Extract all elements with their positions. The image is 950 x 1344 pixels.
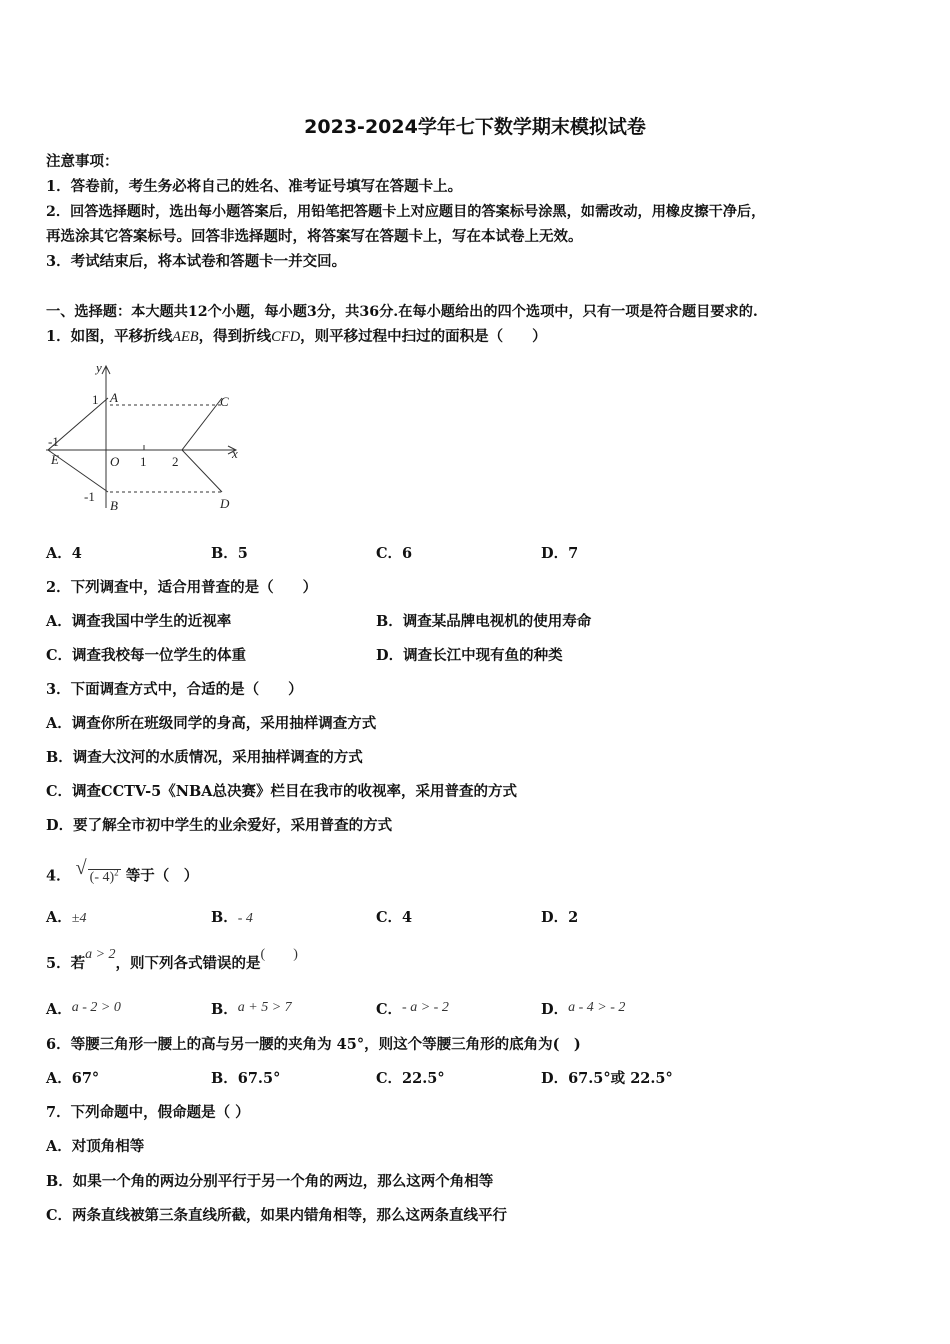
q4-option-c[interactable]: C．4: [376, 909, 413, 926]
q5-paren: ( ): [260, 947, 298, 962]
q4-option-d-value: 2: [568, 909, 579, 926]
notice-item-1: 1．答卷前，考生务必将自己的姓名、准考证号填写在答题卡上。: [46, 178, 463, 195]
q4-option-c-value: 4: [402, 909, 413, 926]
q1-option-d[interactable]: D．7: [541, 545, 579, 562]
q1-mid: ，得到折线: [198, 328, 272, 345]
tick-label-neg-one-y: -1: [84, 489, 95, 504]
q4-option-a[interactable]: A．±4: [46, 909, 87, 926]
question-4-stem: [46, 857, 199, 888]
question-2-stem: 2．下列调查中，适合用普查的是（ ）: [46, 579, 318, 596]
notice-item-3: 3．考试结束后，将本试卷和答题卡一并交回。: [46, 253, 347, 270]
q6-option-d[interactable]: D．67.5°或 22.5°: [541, 1070, 673, 1087]
notice-item-2: 2．回答选择题时，选出每小题答案后，用铅笔把答题卡上对应题目的答案标号涂黑，如需改动，用橡皮擦干净后，: [46, 204, 766, 220]
label-c: C: [220, 394, 229, 409]
question-1-stem: [46, 327, 547, 347]
q1-suffix: ，则平移过程中扫过的面积是（ ）: [300, 328, 547, 345]
q5-option-a-value: a - 2 > 0: [71, 1000, 121, 1015]
q5-prefix: 5．若: [46, 955, 86, 972]
label-d: D: [220, 496, 230, 511]
q5-condition: a > 2: [85, 947, 116, 962]
q5-option-b-value: a + 5 > 7: [237, 1000, 292, 1015]
q4-number: 4．: [46, 867, 71, 885]
notice-item-2-cont: 再选涂其它答案标号。回答非选择题时，将答案写在答题卡上，写在本试卷上无效。: [46, 228, 583, 245]
q2-option-c[interactable]: C．调查我校每一位学生的体重: [46, 647, 247, 664]
q5-option-b[interactable]: B．a + 5 > 7: [211, 1000, 292, 1018]
q1-option-b[interactable]: B．5: [211, 545, 248, 562]
q5-option-d[interactable]: D．a - 4 > - 2: [541, 1000, 626, 1018]
polyline-cfd: [182, 398, 222, 492]
q1-option-c[interactable]: C．6: [376, 545, 413, 562]
q4-sqrt-expression: [75, 857, 121, 888]
tick-label-neg-one-x: -1: [48, 434, 59, 449]
q4-radicand: (- 4): [89, 869, 115, 885]
q5-suffix: ，则下列各式错误的是: [115, 955, 261, 972]
q5-option-c[interactable]: C．- a > - 2: [376, 1000, 449, 1018]
question-7-stem: 7．下列命题中，假命题是（ ）: [46, 1104, 250, 1121]
label-b: B: [110, 498, 118, 513]
q2-option-b[interactable]: B．调查某品牌电视机的使用寿命: [376, 613, 592, 630]
question-6-stem: 6．等腰三角形一腰上的高与另一腰的夹角为 45°，则这个等腰三角形的底角为( ): [46, 1036, 581, 1053]
q1-cfd: CFD: [271, 329, 301, 345]
page-title: 2023-2024学年七下数学期末模拟试卷: [304, 116, 646, 138]
q5-option-a[interactable]: A．a - 2 > 0: [46, 1000, 121, 1018]
q1-option-a[interactable]: A．4: [46, 545, 82, 562]
q4-option-a-value: ±4: [71, 911, 87, 926]
q5-option-c-value: - a > - 2: [402, 1000, 449, 1015]
section-1-heading: 一、选择题：本大题共12个小题，每小题3分，共36分.在每小题给出的四个选项中，只有一项是符合题目要求的.: [46, 304, 758, 320]
q7-option-b[interactable]: B．如果一个角的两边分别平行于另一个角的两边，那么这两个角相等: [46, 1173, 494, 1190]
q4-exponent: 2: [114, 867, 119, 877]
radical-sign-icon: √: [75, 857, 87, 879]
tick-label-one-y: 1: [92, 392, 99, 407]
q7-option-c[interactable]: C．两条直线被第三条直线所截，如果内错角相等，那么这两条直线平行: [46, 1207, 508, 1224]
q4-suffix: 等于（ ）: [125, 867, 199, 885]
tick-label-two-x: 2: [172, 454, 179, 469]
q3-option-a[interactable]: A．调查你所在班级同学的身高，采用抽样调查方式: [46, 715, 377, 732]
q1-figure: [40, 358, 250, 518]
q1-aeb: AEB: [172, 329, 199, 345]
q3-option-d[interactable]: D．要了解全市初中学生的业余爱好，采用普查的方式: [46, 817, 393, 834]
label-a: A: [110, 390, 118, 405]
tick-label-one-x: 1: [140, 454, 147, 469]
q7-option-a[interactable]: A．对顶角相等: [46, 1138, 145, 1155]
q6-option-b[interactable]: B．67.5°: [211, 1070, 281, 1087]
q4-option-b-value: - 4: [237, 911, 253, 926]
q4-option-b[interactable]: B．- 4: [211, 909, 253, 926]
notice-heading: 注意事项：: [46, 153, 119, 170]
question-3-stem: 3．下面调查方式中，合适的是（ ）: [46, 681, 303, 698]
q1-prefix: 1．如图，平移折线: [46, 328, 173, 345]
q4-option-d[interactable]: D．2: [541, 909, 579, 926]
label-x: x: [232, 446, 238, 461]
label-o: O: [110, 454, 120, 469]
q2-option-a[interactable]: A．调查我国中学生的近视率: [46, 613, 232, 630]
q6-option-a[interactable]: A．67°: [46, 1070, 100, 1087]
q2-option-d[interactable]: D．调查长江中现有鱼的种类: [376, 647, 563, 664]
label-e: E: [51, 452, 59, 467]
question-5-stem: [46, 947, 298, 975]
q6-option-c[interactable]: C．22.5°: [376, 1070, 445, 1087]
q3-option-b[interactable]: B．调查大汶河的水质情况，采用抽样调查的方式: [46, 749, 363, 766]
q3-option-c[interactable]: C．调查CCTV-5《NBA总决赛》栏目在我市的收视率，采用普查的方式: [46, 783, 517, 800]
label-y: y: [96, 360, 102, 375]
q5-option-d-value: a - 4 > - 2: [568, 1000, 626, 1015]
